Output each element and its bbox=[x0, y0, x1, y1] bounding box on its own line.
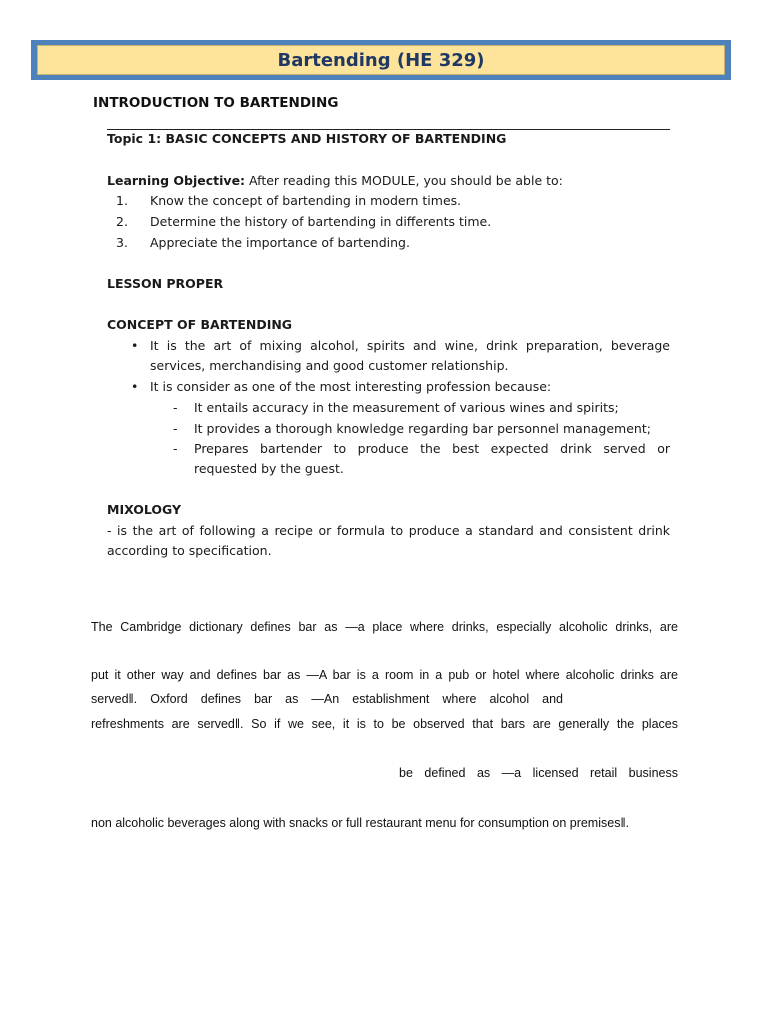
bullet-text: It is the art of mixing alcohol, spirits and wine, drink preparation, beverage bbox=[150, 338, 670, 353]
bullet-text: services, merchandising and good customer relationship. bbox=[150, 358, 509, 373]
intro-heading: INTRODUCTION TO BARTENDING bbox=[93, 95, 339, 111]
sub-item-text: It entails accuracy in the measurement of various wines and spirits; bbox=[194, 400, 619, 415]
sub-item-text: It provides a thorough knowledge regarding bar personnel management; bbox=[194, 421, 651, 436]
dash-icon: - bbox=[173, 441, 178, 456]
sub-item-text: Prepares bartender to produce the best expected drink served or bbox=[194, 441, 670, 456]
mixology-text: - is the art of following a recipe or formula to produce a standard and consistent drink bbox=[107, 523, 670, 538]
objective-item bbox=[116, 214, 492, 229]
learning-objective-text: After reading this MODULE, you should be able to: bbox=[245, 173, 563, 188]
paragraph-line: put it other way and defines bar as ―A bar is a room in a pub or hotel where alcoholic drinks are bbox=[91, 668, 678, 682]
lesson-proper-heading: LESSON PROPER bbox=[107, 276, 224, 291]
dash-icon: - bbox=[173, 421, 178, 436]
bullet-text: It is consider as one of the most interesting profession because: bbox=[150, 379, 552, 394]
paragraph-line: served‖. Oxford defines bar as ―An establishment where alcohol and bbox=[91, 692, 563, 706]
objective-item bbox=[116, 193, 462, 208]
paragraph-line: non alcoholic beverages along with snacks or full restaurant menu for consumption on premises‖. bbox=[91, 816, 630, 830]
sub-item-text: requested by the guest. bbox=[194, 461, 344, 476]
objective-text: Appreciate the importance of bartending. bbox=[150, 235, 410, 250]
concept-heading: CONCEPT OF BARTENDING bbox=[107, 317, 293, 332]
dash-icon: - bbox=[173, 400, 178, 415]
objective-number: 2. bbox=[116, 214, 128, 229]
header-banner bbox=[37, 45, 725, 75]
learning-objective bbox=[107, 173, 563, 188]
objective-text: Know the concept of bartending in modern times. bbox=[150, 193, 462, 208]
paragraph-line: be defined as ―a licensed retail business bbox=[399, 766, 678, 780]
objective-number: 3. bbox=[116, 235, 128, 250]
objective-text: Determine the history of bartending in differents time. bbox=[150, 214, 492, 229]
page-title: Bartending (HE 329) bbox=[277, 49, 485, 71]
topic-divider bbox=[107, 129, 670, 130]
mixology-text: according to specification. bbox=[107, 543, 272, 558]
objective-number: 1. bbox=[116, 193, 128, 208]
learning-objective-label: Learning Objective: bbox=[107, 173, 246, 188]
objective-item bbox=[116, 235, 410, 250]
mixology-heading: MIXOLOGY bbox=[107, 502, 182, 517]
topic-heading: Topic 1: BASIC CONCEPTS AND HISTORY OF BARTENDING bbox=[107, 131, 507, 146]
header-bar bbox=[31, 40, 731, 80]
bullet-icon: • bbox=[131, 379, 139, 394]
paragraph-line: refreshments are served‖. So if we see, it is to be observed that bars are generally the places bbox=[91, 717, 678, 731]
paragraph-line: The Cambridge dictionary defines bar as ―a place where drinks, especially alcoholic drinks, are bbox=[91, 620, 678, 634]
bullet-icon: • bbox=[131, 338, 139, 353]
